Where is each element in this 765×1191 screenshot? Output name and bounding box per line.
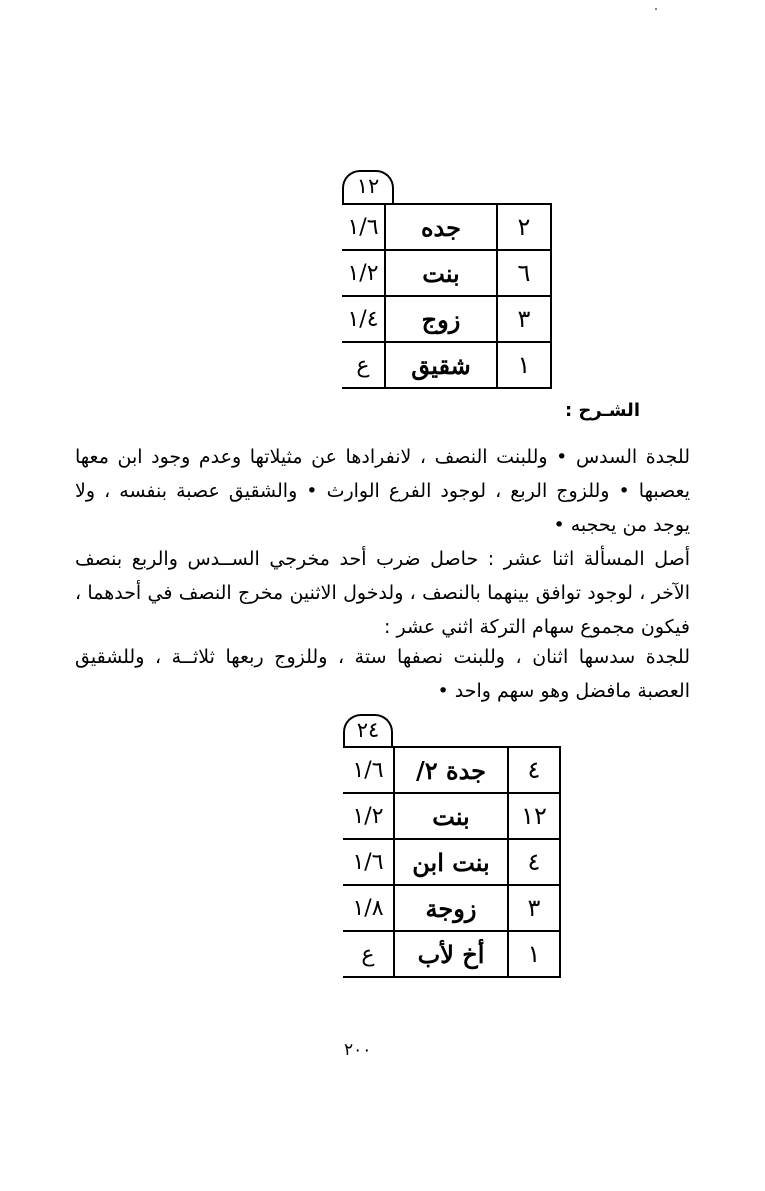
table1-base: ١٢ — [342, 170, 394, 204]
heir-cell: جدة ٢/ — [394, 747, 508, 793]
table-row — [343, 839, 560, 885]
count-cell: ٣ — [497, 296, 551, 342]
paragraph-2: أصل المسألة اثنا عشر : حاصل ضرب أحد مخرجي الســدس والربع بنصف الآخر ، لوجود توافق بينهما بالنصف ، ولدخول الاثنين مخرج النصف في أحدهما ، فيكون مجموع سهام التركة اثني عشر : — [75, 548, 690, 638]
share-cell: ع — [342, 342, 385, 388]
table2-base: ٢٤ — [343, 714, 393, 748]
heir-cell: زوجة — [394, 885, 508, 931]
share-cell: ١/٨ — [343, 885, 394, 931]
share-cell: ع — [343, 931, 394, 977]
share-cell: ١/٦ — [343, 839, 394, 885]
share-cell: ١/٤ — [342, 296, 385, 342]
scan-dot — [655, 8, 657, 10]
table-row — [343, 885, 560, 931]
heir-cell: بنت — [385, 250, 497, 296]
count-cell: ٤ — [508, 839, 560, 885]
table-row — [343, 747, 560, 793]
page-number: ٢٠٠ — [344, 1040, 372, 1060]
heir-cell: جده — [385, 204, 497, 250]
heir-cell: زوج — [385, 296, 497, 342]
share-cell: ١/٢ — [343, 793, 394, 839]
table-row — [343, 931, 560, 977]
heir-cell: أخ لأب — [394, 931, 508, 977]
table1 — [342, 203, 552, 389]
table-row — [342, 342, 551, 388]
share-cell: ١/٦ — [343, 747, 394, 793]
explanation-heading: الشـرح : — [564, 400, 640, 421]
table-row — [343, 793, 560, 839]
heir-cell: بنت ابن — [394, 839, 508, 885]
count-cell: ٢ — [497, 204, 551, 250]
heir-cell: شقيق — [385, 342, 497, 388]
count-cell: ٦ — [497, 250, 551, 296]
share-cell: ١/٢ — [342, 250, 385, 296]
paragraph-1: للجدة السدس • وللبنت النصف ، لانفرادها عن مثيلاتها وعدم وجود ابن معها يعصبها • وللزوج الربع ، لوجود الفرع الوارث • والشقيق عصبة بنفسه ، ولا يوجد من يحجبه • — [75, 446, 690, 536]
count-cell: ١ — [497, 342, 551, 388]
share-cell: ١/٦ — [342, 204, 385, 250]
count-cell: ٣ — [508, 885, 560, 931]
table-row — [342, 250, 551, 296]
count-cell: ١٢ — [508, 793, 560, 839]
paragraph-3: للجدة سدسها اثنان ، وللبنت نصفها ستة ، وللزوج ربعها ثلاثــة ، وللشقيق العصبة مافضل وهو سهم واحد • — [75, 646, 690, 702]
count-cell: ١ — [508, 931, 560, 977]
table-row — [342, 296, 551, 342]
heir-cell: بنت — [394, 793, 508, 839]
table-row — [342, 204, 551, 250]
count-cell: ٤ — [508, 747, 560, 793]
table2 — [343, 746, 561, 978]
